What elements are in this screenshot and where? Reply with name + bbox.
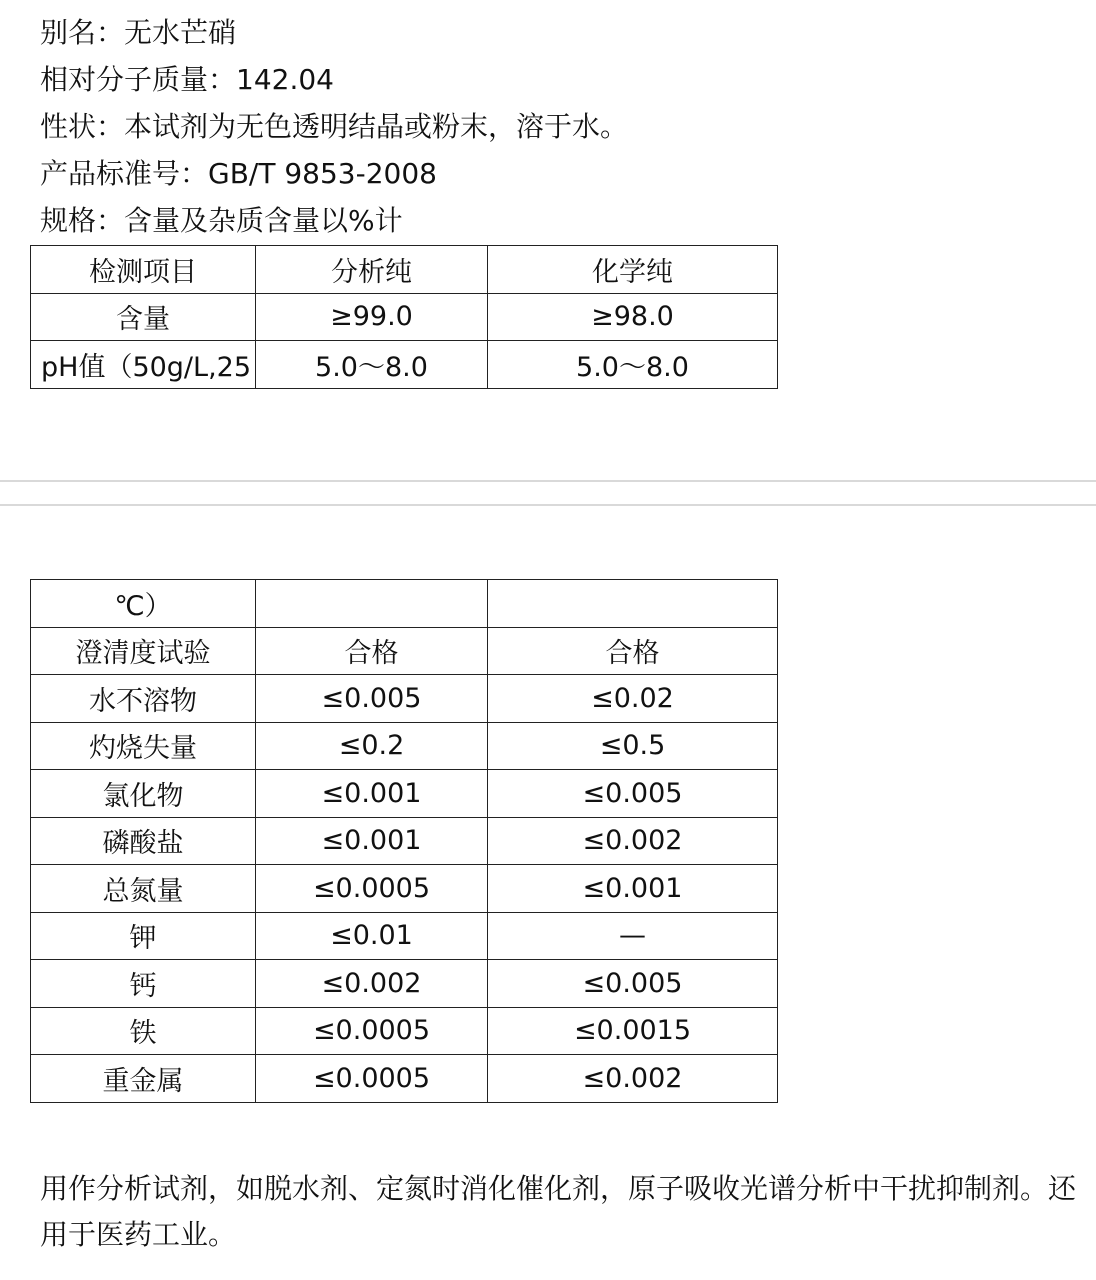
table-row [31,580,778,628]
table-row [31,341,778,389]
table-header-row [31,246,778,294]
table-cell-ar: ≤0.001 [256,817,488,865]
header-cell-ar: 分析纯 [256,246,488,294]
table-cell-cp: ≤0.005 [488,960,778,1008]
table-cell-item: 总氮量 [31,865,256,913]
table-row [31,817,778,865]
table-cell-cp [488,580,778,628]
table-row [31,722,778,770]
table-cell-cp: ≤0.5 [488,722,778,770]
properties-line: 性状：本试剂为无色透明结晶或粉末，溶于水。 [40,110,629,143]
table-cell-cp: ≤0.002 [488,1055,778,1103]
table-cell-cp: ≤0.002 [488,817,778,865]
usage-paragraph: 用作分析试剂，如脱水剂、定氮时消化催化剂，原子吸收光谱分析中干扰抑制剂。还用于医药工业。 [40,1172,1077,1251]
table-cell-item: 铁 [31,1007,256,1055]
table-row [31,293,778,341]
table-cell-item: ℃） [31,580,256,628]
table-row [31,675,778,723]
table-cell-item: 钙 [31,960,256,1008]
spec-table-bottom [30,579,778,1103]
table-cell-ar: ≤0.0005 [256,1055,488,1103]
spec-note-line: 规格：含量及杂质含量以%计 [40,204,403,237]
alias-line: 别名：无水芒硝 [40,16,237,49]
table-cell-item: 重金属 [31,1055,256,1103]
table-cell-cp: ≤0.001 [488,865,778,913]
table-cell-ar: ≤0.005 [256,675,488,723]
table-cell-cp: — [488,912,778,960]
table-cell-item: 含量 [31,293,256,341]
table-cell-cp: ≤0.0015 [488,1007,778,1055]
table-row [31,1007,778,1055]
table-cell-cp: ≥98.0 [488,293,778,341]
table-row [31,912,778,960]
table-cell-ar: 5.0～8.0 [256,341,488,389]
table-cell-cp: ≤0.02 [488,675,778,723]
table-cell-cp: 5.0～8.0 [488,341,778,389]
table-cell-ar [256,580,488,628]
table-cell-ar: ≤0.0005 [256,865,488,913]
table-cell-item: 水不溶物 [31,675,256,723]
table-cell-item: 钾 [31,912,256,960]
section-divider [0,504,1096,506]
molecular-mass-line: 相对分子质量：142.04 [40,63,334,96]
header-cell-cp: 化学纯 [488,246,778,294]
table-cell-ar: ≤0.001 [256,770,488,818]
table-row [31,627,778,675]
table-cell-ar: 合格 [256,627,488,675]
section-divider [0,480,1096,482]
table-cell-ar: ≤0.01 [256,912,488,960]
table-cell-cp: ≤0.005 [488,770,778,818]
table-cell-ar: ≤0.002 [256,960,488,1008]
table-cell-item: pH值（50g/L,25 [31,341,256,389]
table-row [31,960,778,1008]
table-cell-item: 氯化物 [31,770,256,818]
table-row [31,770,778,818]
table-cell-item: 灼烧失量 [31,722,256,770]
table-cell-cp: 合格 [488,627,778,675]
table-row [31,865,778,913]
table-row [31,1055,778,1103]
standard-line: 产品标准号：GB/T 9853-2008 [40,157,437,190]
table-cell-item: 磷酸盐 [31,817,256,865]
table-cell-ar: ≤0.2 [256,722,488,770]
table-cell-item: 澄清度试验 [31,627,256,675]
table-cell-ar: ≤0.0005 [256,1007,488,1055]
header-cell-item: 检测项目 [31,246,256,294]
spec-table-top [30,245,778,389]
table-cell-ar: ≥99.0 [256,293,488,341]
